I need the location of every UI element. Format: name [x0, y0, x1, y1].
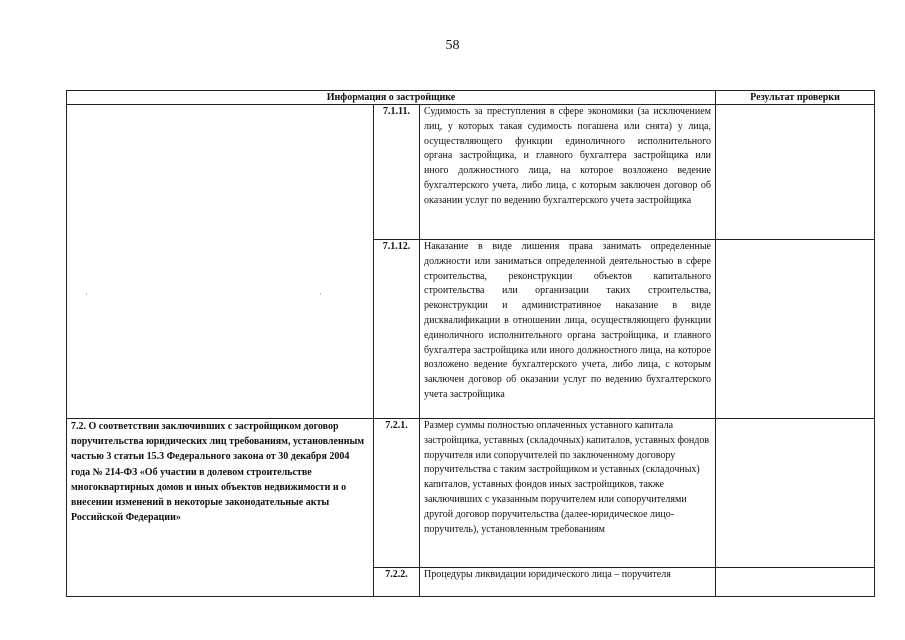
section-71-blank-cell — [67, 105, 374, 419]
item-result — [716, 419, 875, 568]
table-row — [67, 419, 875, 568]
inspection-table — [66, 90, 875, 597]
item-result — [716, 568, 875, 597]
item-number: 7.2.1. — [374, 419, 420, 568]
scan-speck: · — [85, 290, 88, 299]
item-text: Процедуры ликвидации юридического лица – поручителя — [420, 568, 716, 597]
table-header-row — [67, 91, 875, 105]
item-result — [716, 240, 875, 419]
item-number: 7.1.11. — [374, 105, 420, 240]
item-result — [716, 105, 875, 240]
item-text: Судимость за преступления в сфере экономики (за исключением лиц, у которых такая судимость погашена или снята) у лица, осуществляющего функции единоличного исполнительного органа застройщика, и главного бухгалтера застройщика или иного должностного лица, на которое возложено ведение бухгалтерского учета, либо лица, с которым заключен договор об оказании услуг по ведению бухгалтерского учета застройщика — [420, 105, 716, 240]
item-text: Наказание в виде лишения права занимать определенные должности или заниматься определенной деятельностью в сфере строительства, реконструкции объектов капитального строительства или организации таких строительства, реконструкции и административное наказание в виде дисквалификации в отношении лица, осуществляющего функции единоличного исполнительного органа застройщика, и главного бухгалтера застройщика или иного должностного лица, на которое возложено ведение бухгалтерского учета, либо лица, с которым заключен договор об оказании услуг по ведению бухгалтерского учета застройщика — [420, 240, 716, 419]
header-result: Результат проверки — [716, 91, 875, 105]
item-text: Размер суммы полностью оплаченных уставного капитала застройщика, уставных (складочных) капиталов, уставных фондов поручителя или сопоручителей по заключенному договору поручительства с таким застройщиком и уставных (складочных) капиталов, уставных фондов иных застройщиков, также заключивших с указанным поручителем или сопоручителями другой договор поручительства (далее-юридическое лицо-поручитель), установленным требованиям — [420, 419, 716, 568]
header-info: Информация о застройщике — [67, 91, 716, 105]
table-row — [67, 105, 875, 240]
item-number: 7.1.12. — [374, 240, 420, 419]
section-72-title: 7.2. О соответствии заключивших с застройщиком договор поручительства юридических лиц требованиям, установленным частью 3 статьи 15.3 Федерального закона от 30 декабря 2004 года № 214-ФЗ «Об участии в долевом строительстве многоквартирных домов и иных объектов недвижимости и о внесении изменений в некоторые законодательные акты Российской Федерации» — [67, 419, 374, 597]
item-number: 7.2.2. — [374, 568, 420, 597]
scan-speck: · — [319, 290, 322, 299]
page-number: 58 — [445, 38, 460, 53]
